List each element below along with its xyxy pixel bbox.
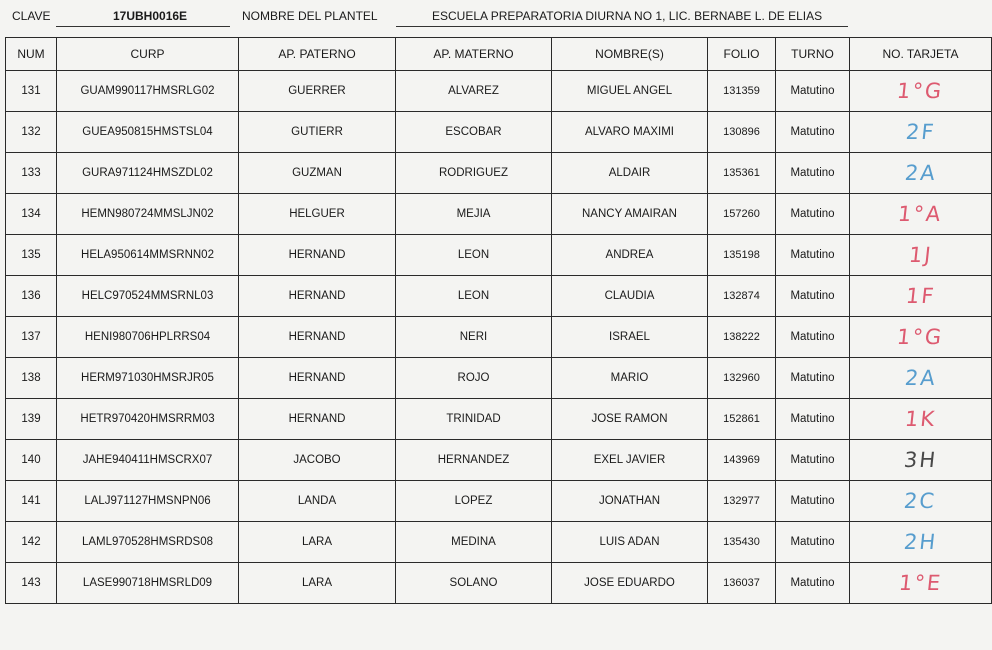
tarjeta-cell [850,194,992,235]
ap-paterno-cell: LARA [239,522,396,563]
handwritten-tarjeta: 1°A [897,202,944,226]
curp-cell: GUEA950815HMSTSL04 [57,112,239,153]
ap-paterno-cell: GUZMAN [239,153,396,194]
table-row [6,358,992,399]
tarjeta-cell [850,440,992,481]
curp-cell: HETR970420HMSRRM03 [57,399,239,440]
num-cell: 136 [6,276,57,317]
table-row [6,317,992,358]
tarjeta-cell [850,481,992,522]
num-cell: 143 [6,563,57,604]
ap-materno-cell: TRINIDAD [396,399,552,440]
nombre-cell: MARIO [552,358,708,399]
column-header-folio: FOLIO [708,38,776,71]
ap-paterno-cell: HERNAND [239,399,396,440]
folio-cell: 138222 [708,317,776,358]
ap-paterno-cell: LARA [239,563,396,604]
document-header [0,8,992,30]
folio-cell: 131359 [708,71,776,112]
curp-cell: HERM971030HMSRJR05 [57,358,239,399]
curp-cell: LASE990718HMSRLD09 [57,563,239,604]
folio-cell: 136037 [708,563,776,604]
ap-paterno-cell: JACOBO [239,440,396,481]
nombre-cell: CLAUDIA [552,276,708,317]
ap-paterno-cell: HELGUER [239,194,396,235]
num-cell: 134 [6,194,57,235]
nombre-cell: NANCY AMAIRAN [552,194,708,235]
ap-materno-cell: MEJIA [396,194,552,235]
folio-cell: 157260 [708,194,776,235]
column-header-num: NUM [6,38,57,71]
num-cell: 132 [6,112,57,153]
folio-cell: 132874 [708,276,776,317]
curp-cell: GUAM990117HMSRLG02 [57,71,239,112]
tarjeta-cell [850,358,992,399]
folio-cell: 143969 [708,440,776,481]
column-header-curp: CURP [57,38,239,71]
turno-cell: Matutino [776,317,850,358]
ap-paterno-cell: HERNAND [239,235,396,276]
turno-cell: Matutino [776,276,850,317]
table-row [6,235,992,276]
curp-cell: GURA971124HMSZDL02 [57,153,239,194]
handwritten-tarjeta: 2H [902,530,939,554]
num-cell: 141 [6,481,57,522]
table-row [6,481,992,522]
num-cell: 137 [6,317,57,358]
nombre-cell: MIGUEL ANGEL [552,71,708,112]
curp-cell: LAML970528HMSRDS08 [57,522,239,563]
num-cell: 131 [6,71,57,112]
folio-cell: 130896 [708,112,776,153]
num-cell: 135 [6,235,57,276]
table-row [6,276,992,317]
num-cell: 140 [6,440,57,481]
curp-cell: JAHE940411HMSCRX07 [57,440,239,481]
column-header-ap-paterno: AP. PATERNO [239,38,396,71]
folio-cell: 152861 [708,399,776,440]
table-body [6,71,992,604]
handwritten-tarjeta: 1°G [896,79,945,103]
handwritten-tarjeta: 1F [904,284,937,308]
ap-materno-cell: MEDINA [396,522,552,563]
table-row [6,522,992,563]
tarjeta-cell [850,563,992,604]
turno-cell: Matutino [776,194,850,235]
tarjeta-cell [850,276,992,317]
turno-cell: Matutino [776,522,850,563]
curp-cell: HENI980706HPLRRS04 [57,317,239,358]
num-cell: 133 [6,153,57,194]
table-row [6,563,992,604]
handwritten-tarjeta: 1K [903,407,938,431]
tarjeta-cell [850,317,992,358]
nombre-cell: EXEL JAVIER [552,440,708,481]
turno-cell: Matutino [776,71,850,112]
ap-materno-cell: SOLANO [396,563,552,604]
ap-materno-cell: RODRIGUEZ [396,153,552,194]
turno-cell: Matutino [776,358,850,399]
num-cell: 142 [6,522,57,563]
nombre-cell: JOSE EDUARDO [552,563,708,604]
folio-cell: 132977 [708,481,776,522]
table-row [6,112,992,153]
table-row [6,194,992,235]
table-row [6,399,992,440]
folio-cell: 135198 [708,235,776,276]
handwritten-tarjeta: 1°G [896,325,945,349]
clave-label: CLAVE [12,9,51,23]
turno-cell: Matutino [776,153,850,194]
handwritten-tarjeta: 3H [902,448,939,472]
turno-cell: Matutino [776,563,850,604]
nombre-cell: ANDREA [552,235,708,276]
nombre-cell: LUIS ADAN [552,522,708,563]
ap-paterno-cell: HERNAND [239,358,396,399]
num-cell: 138 [6,358,57,399]
curp-cell: HELC970524MMSRNL03 [57,276,239,317]
plantel-label: NOMBRE DEL PLANTEL [242,9,378,23]
ap-materno-cell: LOPEZ [396,481,552,522]
folio-cell: 132960 [708,358,776,399]
ap-materno-cell: LEON [396,235,552,276]
ap-materno-cell: ROJO [396,358,552,399]
tarjeta-cell [850,235,992,276]
turno-cell: Matutino [776,235,850,276]
tarjeta-cell [850,399,992,440]
num-cell: 139 [6,399,57,440]
table-row [6,153,992,194]
ap-paterno-cell: HERNAND [239,276,396,317]
table-header-row [6,38,992,71]
handwritten-tarjeta: 1°E [897,571,944,595]
turno-cell: Matutino [776,481,850,522]
nombre-cell: ISRAEL [552,317,708,358]
ap-paterno-cell: LANDA [239,481,396,522]
plantel-underline [396,26,848,27]
plantel-value: ESCUELA PREPARATORIA DIURNA NO 1, LIC. BERNABE L. DE ELIAS [432,9,823,23]
handwritten-tarjeta: 2C [903,489,938,513]
table-row [6,440,992,481]
handwritten-tarjeta: 1J [907,243,934,267]
nombre-cell: JONATHAN [552,481,708,522]
curp-cell: LALJ971127HMSNPN06 [57,481,239,522]
ap-materno-cell: LEON [396,276,552,317]
nombre-cell: JOSE RAMON [552,399,708,440]
turno-cell: Matutino [776,112,850,153]
handwritten-tarjeta: 2A [903,161,938,185]
curp-cell: HELA950614MMSRNN02 [57,235,239,276]
ap-materno-cell: ALVAREZ [396,71,552,112]
table-row [6,71,992,112]
nombre-cell: ALDAIR [552,153,708,194]
ap-materno-cell: ESCOBAR [396,112,552,153]
ap-materno-cell: HERNANDEZ [396,440,552,481]
tarjeta-cell [850,522,992,563]
curp-cell: HEMN980724MMSLJN02 [57,194,239,235]
folio-cell: 135361 [708,153,776,194]
nombre-cell: ALVARO MAXIMI [552,112,708,153]
ap-paterno-cell: GUTIERR [239,112,396,153]
tarjeta-cell [850,112,992,153]
tarjeta-cell [850,153,992,194]
turno-cell: Matutino [776,399,850,440]
folio-cell: 135430 [708,522,776,563]
clave-underline [56,26,230,27]
clave-value: 17UBH0016E [113,9,188,23]
column-header-ap-materno: AP. MATERNO [396,38,552,71]
handwritten-tarjeta: 2F [904,120,937,144]
student-roster-table [5,37,992,604]
ap-materno-cell: NERI [396,317,552,358]
turno-cell: Matutino [776,440,850,481]
column-header-turno: TURNO [776,38,850,71]
column-header-nombre: NOMBRE(S) [552,38,708,71]
ap-paterno-cell: GUERRER [239,71,396,112]
handwritten-tarjeta: 2A [903,366,938,390]
column-header-no-tarjeta: NO. TARJETA [850,38,992,71]
tarjeta-cell [850,71,992,112]
ap-paterno-cell: HERNAND [239,317,396,358]
